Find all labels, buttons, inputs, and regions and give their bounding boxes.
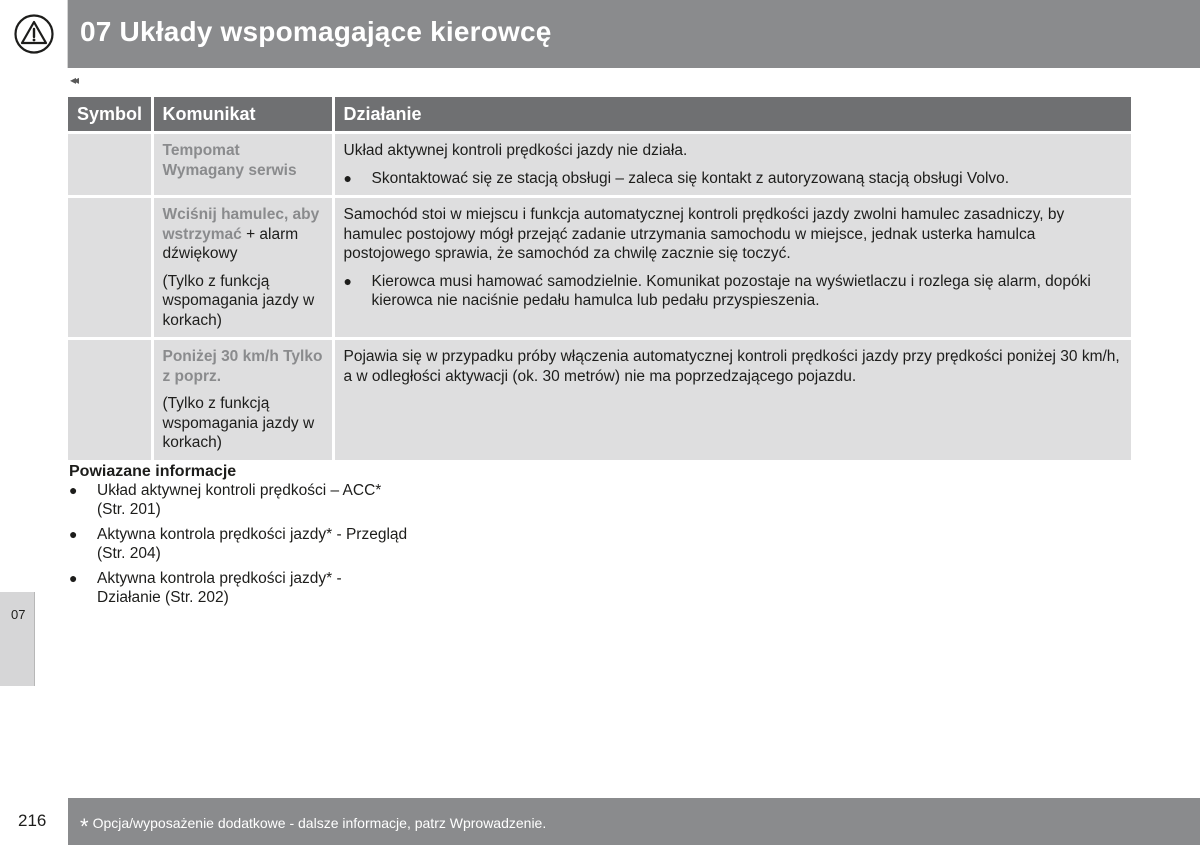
footer-bar: [68, 798, 1200, 845]
bullet-icon: ●: [69, 482, 78, 498]
list-item[interactable]: [69, 481, 409, 519]
messages-table: [68, 97, 1131, 460]
header-icon-box: [0, 0, 68, 68]
column-header-symbol: Symbol: [68, 97, 152, 133]
warning-triangle-icon: [14, 14, 54, 54]
bullet-icon: ●: [69, 570, 78, 586]
message-suffix: + alarm dźwiękowy: [162, 225, 299, 262]
bullet-icon: ●: [343, 169, 352, 186]
symbol-cell: [68, 133, 152, 197]
related-link[interactable]: Układ aktywnej kontroli prędkości – ACC* (Str. 201): [97, 482, 382, 518]
action-bullet-text: Skontaktować się ze stacją obsługi – zaleca się kontakt z autoryzowaną stacją obsługi Volvo.: [371, 169, 1010, 187]
asterisk-mark: *: [80, 814, 89, 839]
action-text: Samochód stoi w miejscu i funkcja automatycznej kontroli prędkości jazdy zwolni hamulec zasadniczy, by hamulec postojowy mógł przejąć zadanie utrzymania samochodu w miejsce, jednak usterka hamulca postojowego sprawia, że samochód za chwilę zacznie się toczyć.: [343, 206, 1065, 262]
footer-note: [80, 814, 546, 840]
action-cell: [333, 339, 1131, 460]
column-header-message: Komunikat: [152, 97, 333, 133]
action-bullet: [344, 169, 1123, 189]
page-number: 216: [18, 811, 47, 830]
table-row: [68, 133, 1131, 197]
message-line: [163, 205, 323, 264]
bullet-icon: ●: [69, 526, 78, 542]
column-header-action: Działanie: [333, 97, 1131, 133]
action-text: Pojawia się w przypadku próby włączenia automatycznej kontroli prędkości jazdy przy prędkości poniżej 30 km/h, a w odległości aktywacji (ok. 30 metrów) nie ma poprzedzającego pojazdu.: [343, 348, 1120, 385]
message-title: Poniżej 30 km/h Tylko z poprz.: [162, 348, 323, 385]
message-title: Tempomat Wymagany serwis: [162, 142, 297, 179]
table-header-row: [68, 97, 1131, 133]
table-row: [68, 339, 1131, 460]
symbol-cell: [68, 197, 152, 339]
chapter-tab-label: 07: [11, 607, 26, 622]
list-item[interactable]: [69, 525, 409, 563]
message-cell: [152, 339, 333, 460]
header-bar: [68, 0, 1200, 68]
action-cell: [333, 197, 1131, 339]
symbol-cell: [68, 339, 152, 460]
related-heading: Powiazane informacje: [69, 463, 237, 480]
related-link[interactable]: Aktywna kontrola prędkości jazdy* - Działanie (Str. 202): [97, 570, 342, 606]
message-title: Wciśnij hamulec, aby wstrzymać: [162, 206, 320, 243]
message-note: (Tylko z funkcją wspomagania jazdy w korkach): [162, 395, 315, 451]
message-note: (Tylko z funkcją wspomagania jazdy w korkach): [162, 272, 315, 329]
bullet-icon: ●: [343, 272, 352, 289]
back-arrows-icon[interactable]: ◂◂: [70, 73, 77, 87]
chapter-tab: [0, 592, 35, 686]
related-info: [69, 462, 409, 613]
table-row: [68, 197, 1131, 339]
action-bullet-text: Kierowca musi hamować samodzielnie. Komunikat pozostaje na wyświetlaczu i rozlega się alarm, dopóki kierowca nie naciśnie pedału hamulca lub pedału przyspieszenia.: [371, 272, 1091, 309]
message-cell: [152, 197, 333, 339]
page-title: 07 Układy wspomagające kierowcę: [80, 16, 552, 47]
action-cell: [333, 133, 1131, 197]
action-text: Układ aktywnej kontroli prędkości jazdy nie działa.: [343, 142, 688, 159]
list-item[interactable]: [69, 569, 409, 607]
related-link[interactable]: Aktywna kontrola prędkości jazdy* - Przegląd (Str. 204): [97, 526, 408, 562]
message-cell: [152, 133, 333, 197]
footer-note-text: Opcja/wyposażenie dodatkowe - dalsze informacje, patrz Wprowadzenie.: [92, 815, 547, 831]
action-bullet: [344, 272, 1123, 311]
